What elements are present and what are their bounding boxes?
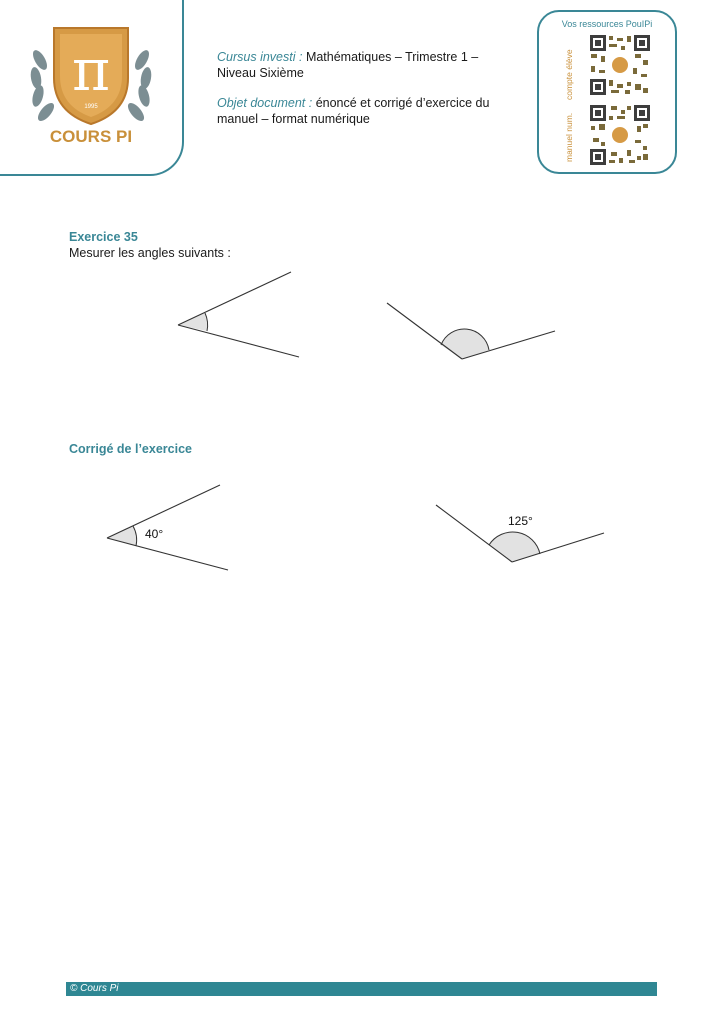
cursus-value-2: Niveau Sixième <box>217 66 304 80</box>
cursus-value: Mathématiques – Trimestre 1 – <box>305 50 479 64</box>
logo-year: 1995 <box>84 104 98 110</box>
angle-label-125: 125° <box>508 514 533 528</box>
logo-brand: COURS PI <box>49 127 133 146</box>
label-manuel-num: manuel num. <box>564 112 574 162</box>
exercise-angle-acute <box>178 272 299 357</box>
exercise-angle-obtuse <box>387 303 555 359</box>
footer-bar <box>66 982 657 996</box>
objet-value-2: manuel – format numérique <box>217 112 370 126</box>
cursus-label: Cursus investi : <box>217 50 303 64</box>
objet-label: Objet document : <box>217 96 313 110</box>
correction-angle-obtuse <box>436 505 604 562</box>
correction-title: Corrigé de l’exercice <box>69 442 192 456</box>
footer-copyright: © Cours Pi <box>70 983 119 994</box>
correction-angle-acute <box>107 485 228 570</box>
resources-title: Vos ressources PouIPi <box>561 19 653 29</box>
logo-pi-symbol: π <box>71 36 111 104</box>
angle-label-40: 40° <box>145 527 164 541</box>
objet-value: énoncé et corrigé d’exercice du <box>315 96 490 110</box>
label-compte-eleve: compte élève <box>564 49 574 100</box>
exercise-instruction: Mesurer les angles suivants : <box>69 246 231 260</box>
exercise-title: Exercice 35 <box>69 230 138 244</box>
